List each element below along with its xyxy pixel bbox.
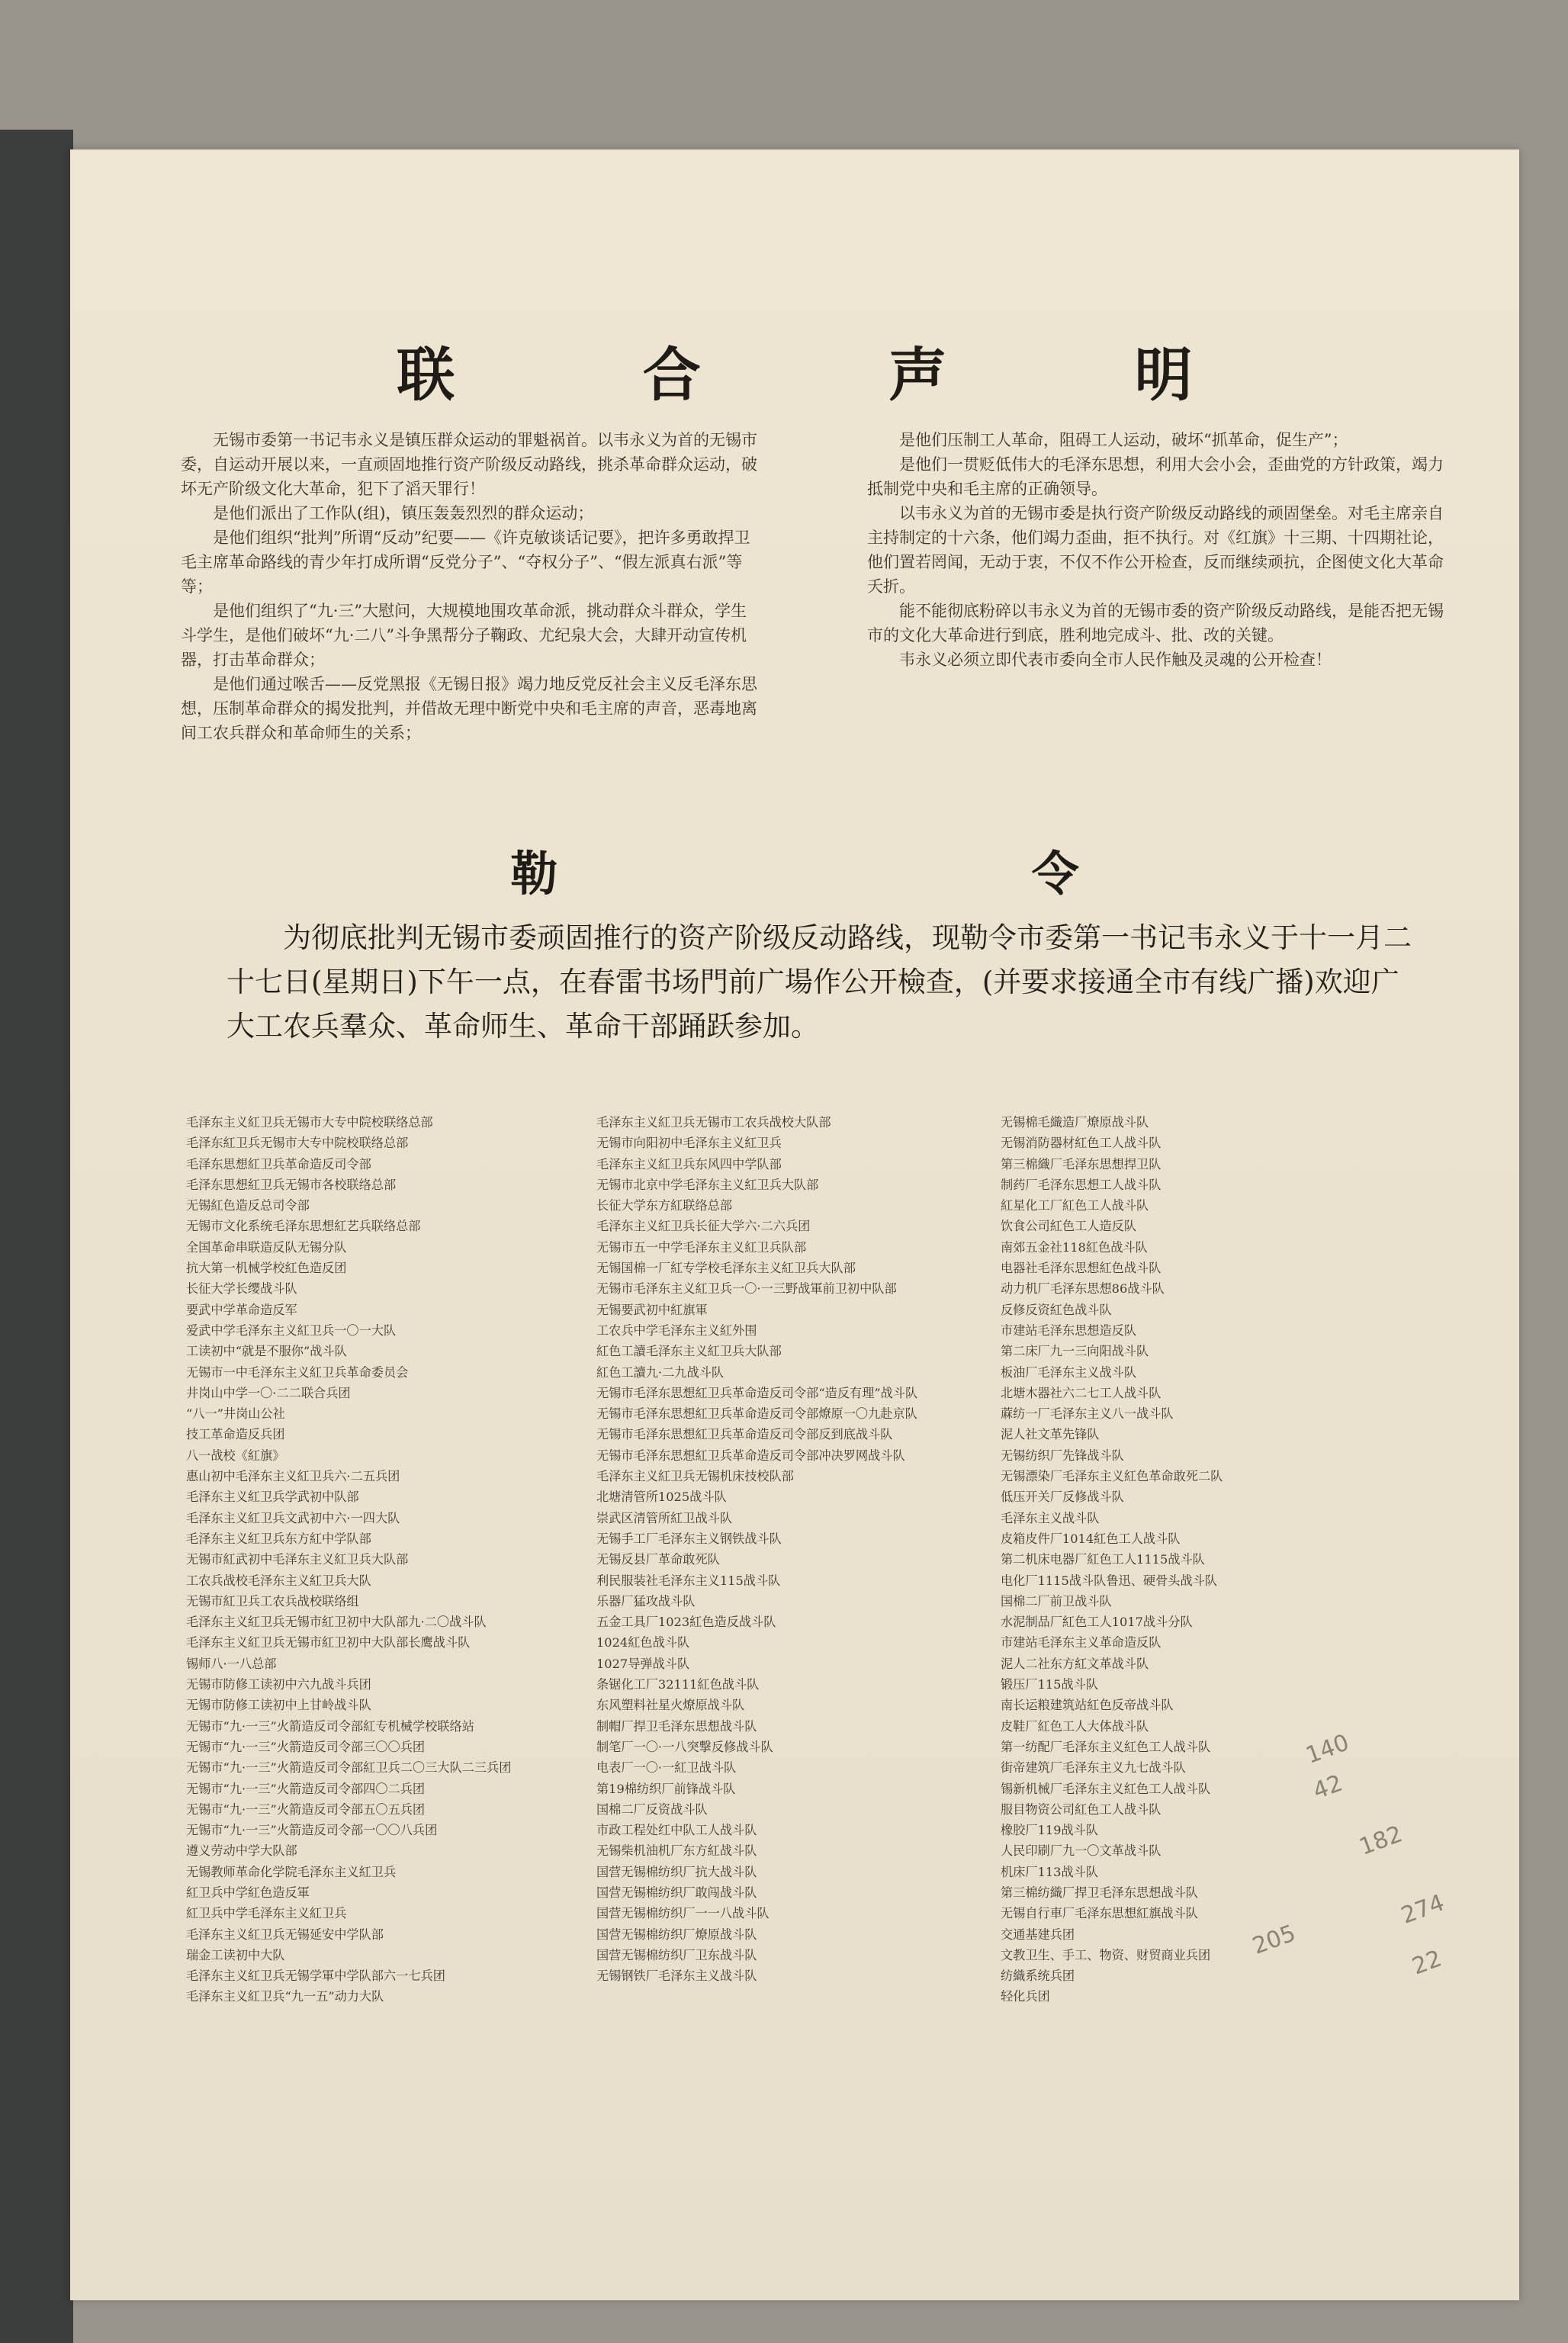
signatory-org: 毛泽东主义紅卫兵无锡延安中学队部	[186, 1927, 384, 1942]
dark-background-strip	[0, 130, 73, 2343]
signatory-org: 无锡消防器材紅色工人战斗队	[1001, 1136, 1162, 1151]
statement-paragraph: 无锡市委第一书记韦永义是镇压群众运动的罪魁祸首。以韦永义为首的无锡市委，自运动开展以来，一直顽固地推行资产阶级反动路线，挑杀革命群众运动，破坏无产阶级文化大革命，犯下了滔天罪行！	[181, 431, 757, 498]
signatory-org: 无锡要武初中紅旗軍	[596, 1302, 708, 1317]
statement-right-column	[867, 428, 1447, 672]
statement-paragraph: 韦永义必须立即代表市委向全市人民作触及灵魂的公开检查！	[899, 651, 1332, 669]
signatory-org: 第19棉纺织厂前锋战斗队	[596, 1781, 736, 1796]
signatory-org: 无锡市毛泽东主义紅卫兵一〇·一三野战軍前卫初中队部	[596, 1281, 897, 1297]
signatory-org: 板油厂毛泽东主义战斗队	[1001, 1364, 1137, 1380]
signatory-org: 服目物资公司紅色工人战斗队	[1001, 1801, 1162, 1817]
signatory-org: 无锡市紅卫兵工农兵战校联络组	[186, 1593, 359, 1609]
signatory-org: 毛泽东主义紅卫兵文武初中六·一四大队	[186, 1510, 400, 1525]
signatory-org: 毛泽东主义紅卫兵无锡市大专中院校联络总部	[186, 1115, 433, 1130]
signatory-org: 机床厂113战斗队	[1001, 1864, 1099, 1879]
signatory-org: 五金工具厂1023紅色造反战斗队	[596, 1615, 776, 1630]
signatory-org: 毛泽东主义紅卫兵无锡市工农兵战校大队部	[596, 1115, 831, 1130]
signatory-org: 毛泽东紅卫兵无锡市大专中院校联络总部	[186, 1136, 409, 1151]
signatory-org: 无锡市“九·一三”火箭造反司令部一〇〇八兵团	[186, 1823, 438, 1838]
signatory-org: 无锡市毛泽东思想紅卫兵革命造反司令部冲决罗网战斗队	[596, 1448, 905, 1463]
signatory-org: 轻化兵团	[1001, 1989, 1050, 2004]
pencil-note: 22	[1409, 1945, 1446, 1981]
signatory-org: 制笔厂一〇·一八突撃反修战斗队	[596, 1739, 773, 1754]
order-title: 勒 令	[510, 846, 1308, 902]
signatory-org: 无锡市“九·一三”火箭造反司令部四〇二兵团	[186, 1781, 426, 1796]
signatory-org: 无锡柴机油机厂东方紅战斗队	[596, 1843, 757, 1859]
signatory-org: 毛泽东主义紅卫兵学武初中队部	[186, 1490, 359, 1505]
page-title: 联 合 声 明	[397, 341, 1277, 409]
signatory-org: 低压开关厂反修战斗队	[1001, 1490, 1124, 1505]
statement-paragraph: 是他们组织了“九·三”大慰问，大规模地围攻革命派，挑动群众斗群众，学生斗学生，是他们破坏“九·二八”斗争黑帮分子鞠政、尤纪泉大会，大肆开动宣传机器，打击革命群众；	[181, 602, 747, 669]
signatory-org: 工农兵战校毛泽东主义紅卫兵大队	[186, 1573, 371, 1588]
signatory-org: 惠山初中毛泽东主义紅卫兵六·二五兵团	[186, 1469, 400, 1484]
signatory-org: 无锡手工厂毛泽东主义钢铁战斗队	[596, 1531, 782, 1546]
signatory-org: 条锯化工厂32111紅色战斗队	[596, 1677, 760, 1692]
signatory-org: 无锡市北京中学毛泽东主义紅卫兵大队部	[596, 1177, 819, 1192]
signatory-org: 市建站毛泽东思想造反队	[1001, 1323, 1137, 1338]
signatory-org: 无锡反县厂革命敢死队	[596, 1552, 720, 1567]
signatories-column-1	[186, 1112, 545, 2007]
signatory-org: 毛泽东主义紅卫兵无锡市紅卫初中大队部长鹰战斗队	[186, 1635, 471, 1650]
signatory-org: 技工革命造反兵团	[186, 1427, 285, 1442]
signatory-org: 纺織系统兵团	[1001, 1969, 1075, 1984]
signatory-org: 北塘清管所1025战斗队	[596, 1490, 727, 1505]
signatories-column-3	[1001, 1112, 1359, 2007]
signatory-org: 紅卫兵中学紅色造反軍	[186, 1885, 310, 1900]
statement-left-column	[181, 428, 760, 745]
signatory-org: 1027导弹战斗队	[596, 1656, 690, 1671]
signatory-org: 国棉二厂反资战斗队	[596, 1801, 708, 1817]
signatory-org: 1024紅色战斗队	[596, 1635, 690, 1650]
signatory-org: 泥人二社东方紅文革战斗队	[1001, 1656, 1149, 1671]
signatory-org: 毛泽东主义紅卫兵长征大学六·二六兵团	[596, 1219, 811, 1234]
signatory-org: 毛泽东主义紅卫兵无锡机床技校队部	[596, 1469, 794, 1484]
pencil-note: 205	[1248, 1920, 1300, 1960]
signatory-org: 锻压厂115战斗队	[1001, 1677, 1099, 1692]
signatory-org: 市政工程处红中队工人战斗队	[596, 1823, 757, 1838]
signatory-org: 无锡市“九·一三”火箭造反司令部五〇五兵团	[186, 1801, 426, 1817]
signatory-org: 无锡棉毛織造厂燎原战斗队	[1001, 1115, 1149, 1130]
signatory-org: 泥人社文革先锋队	[1001, 1427, 1100, 1442]
signatory-org: 井岗山中学一〇·二二联合兵团	[186, 1385, 351, 1400]
signatory-org: 紅卫兵中学毛泽东主义紅卫兵	[186, 1906, 347, 1921]
signatory-org: 街帝建筑厂毛泽东主义九七战斗队	[1001, 1760, 1186, 1776]
signatory-org: 无锡自行車厂毛泽东思想紅旗战斗队	[1001, 1906, 1198, 1921]
order-text: 为彻底批判无锡市委顽固推行的资产阶级反动路线，现勒令市委第一书记韦永义于十一月二十七日(星期日)下午一点，在春雷书场門前广場作公开檢查，(并要求接通全市有线广播)欢迎广大工农兵羣众、革命师生、革命干部踊跃参加。	[227, 921, 1412, 1043]
pencil-note: 274	[1397, 1889, 1448, 1930]
signatory-org: 无锡市毛泽东思想紅卫兵革命造反司令部“造反有理”战斗队	[596, 1385, 918, 1400]
signatory-org: 无锡市“九·一三”火箭造反司令部紅卫兵二〇三大队二三兵团	[186, 1760, 512, 1776]
order-body	[227, 916, 1416, 1049]
signatory-org: 橡胶厂119战斗队	[1001, 1823, 1099, 1838]
signatory-org: 人民印刷厂九一〇文革战斗队	[1001, 1843, 1162, 1859]
signatory-org: 第一纺配厂毛泽东主义紅色工人战斗队	[1001, 1739, 1211, 1754]
signatory-org: 蔴纺一厂毛泽东主义八一战斗队	[1001, 1406, 1174, 1422]
signatory-org: 八一战校《紅旗》	[186, 1448, 285, 1463]
signatory-org: 电表厂一〇·一紅卫战斗队	[596, 1760, 737, 1776]
signatory-org: 无锡市“九·一三”火箭造反司令部三〇〇兵团	[186, 1739, 426, 1754]
signatory-org: 毛泽东思想紅卫兵革命造反司令部	[186, 1156, 371, 1172]
signatory-org: 无锡市紅武初中毛泽东主义紅卫兵大队部	[186, 1552, 409, 1567]
signatory-org: 全国革命串联造反队无锡分队	[186, 1239, 347, 1255]
signatory-org: 无锡市向阳初中毛泽东主义紅卫兵	[596, 1136, 782, 1151]
signatory-org: 紅色工讀毛泽东主义紅卫兵大队部	[596, 1344, 782, 1359]
signatory-org: 国营无锡棉纺织厂燎原战斗队	[596, 1927, 757, 1942]
signatory-org: 皮箱皮件厂1014紅色工人战斗队	[1001, 1531, 1181, 1546]
signatories-column-2	[596, 1112, 955, 1986]
statement-paragraph: 是他们通过喉舌——反党黑报《无锡日报》竭力地反党反社会主义反毛泽东思想，压制革命群众的揭发批判，并借故无理中断党中央和毛主席的声音，恶毒地离间工农兵群众和革命师生的关系；	[181, 675, 757, 742]
statement-paragraph: 是他们派出了工作队(组)，镇压轰轰烈烈的群众运动；	[213, 504, 594, 522]
signatory-org: 国营无锡棉纺织厂抗大战斗队	[596, 1864, 757, 1879]
signatory-org: 无锡市防修工读初中上甘岭战斗队	[186, 1698, 371, 1713]
pencil-note: 42	[1309, 1769, 1347, 1805]
signatory-org: 毛泽东思想紅卫兵无锡市各校联络总部	[186, 1177, 397, 1192]
signatory-org: 要武中学革命造反军	[186, 1302, 297, 1317]
signatory-org: 遵义劳动中学大队部	[186, 1843, 297, 1859]
signatory-org: 毛泽东主义战斗队	[1001, 1510, 1100, 1525]
signatory-org: 毛泽东主义紅卫兵无锡学軍中学队部六一七兵团	[186, 1969, 445, 1984]
signatory-org: 第三棉纺織厂捍卫毛泽东思想战斗队	[1001, 1885, 1198, 1900]
signatory-org: 锡新机械厂毛泽东主义紅色工人战斗队	[1001, 1781, 1211, 1796]
signatory-org: 无锡教师革命化学院毛泽东主义紅卫兵	[186, 1864, 397, 1879]
signatory-org: 东风塑料社星火燎原战斗队	[596, 1698, 745, 1713]
signatory-org: 无锡纺织厂先锋战斗队	[1001, 1448, 1124, 1463]
signatory-org: 毛泽东主义紅卫兵“九一五”动力大队	[186, 1989, 384, 2004]
signatory-org: 长征大学东方紅联络总部	[596, 1198, 733, 1213]
pencil-note: 140	[1302, 1729, 1353, 1769]
signatory-org: 乐器厂猛攻战斗队	[596, 1593, 696, 1609]
signatory-org: 无锡漂染厂毛泽东主义紅色革命敢死二队	[1001, 1469, 1223, 1484]
signatory-org: 长征大学长缨战斗队	[186, 1281, 297, 1297]
poster-sheet	[70, 149, 1519, 2300]
signatory-org: 国营无锡棉纺织厂卫东战斗队	[596, 1947, 757, 1962]
signatory-org: 水泥制品厂紅色工人1017战斗分队	[1001, 1615, 1193, 1630]
signatory-org: 利民服装社毛泽东主义115战斗队	[596, 1573, 781, 1588]
signatory-org: 无锡市防修工读初中六九战斗兵团	[186, 1677, 371, 1692]
signatory-org: 市建站毛泽东主义革命造反队	[1001, 1635, 1162, 1650]
signatory-org: 无锡市毛泽东思想紅卫兵革命造反司令部反到底战斗队	[596, 1427, 893, 1442]
signatory-org: 毛泽东主义紅卫兵东方紅中学队部	[186, 1531, 371, 1546]
signatory-org: 无锡市文化系统毛泽东思想紅艺兵联络总部	[186, 1219, 421, 1234]
signatory-org: 锡师八·一八总部	[186, 1656, 277, 1671]
signatory-org: 毛泽东主义紅卫兵无锡市紅卫初中大队部九·二〇战斗队	[186, 1615, 487, 1630]
signatory-org: 制药厂毛泽东思想工人战斗队	[1001, 1177, 1162, 1192]
signatory-org: 第二床厂九一三向阳战斗队	[1001, 1344, 1149, 1359]
signatory-org: 无锡紅色造反总司令部	[186, 1198, 310, 1213]
signatory-org: 无锡钢铁厂毛泽东主义战斗队	[596, 1969, 757, 1984]
statement-paragraph: 是他们组织“批判”所谓“反动”纪要——《许克敏谈话记要》，把许多勇敢捍卫毛主席革命路线的青少年打成所谓“反党分子”、“夺权分子”、“假左派真右派”等等；	[181, 529, 750, 596]
pencil-note: 182	[1355, 1821, 1406, 1861]
signatory-org: 工农兵中学毛泽东主义紅外围	[596, 1323, 757, 1338]
signatory-org: 无锡市五一中学毛泽东主义紅卫兵队部	[596, 1239, 807, 1255]
signatory-org: 爱武中学毛泽东主义紅卫兵一〇一大队	[186, 1323, 397, 1338]
statement-paragraph: 是他们一贯贬低伟大的毛泽东思想，利用大会小会，歪曲党的方针政策，竭力抵制党中央和毛主席的正确领导。	[867, 455, 1444, 498]
signatory-org: 南郊五金社118紅色战斗队	[1001, 1239, 1148, 1255]
signatory-org: 北塘木器社六二七工人战斗队	[1001, 1385, 1162, 1400]
signatory-org: 国棉二厂前卫战斗队	[1001, 1593, 1112, 1609]
statement-paragraph: 能不能彻底粉碎以韦永义为首的无锡市委的资产阶级反动路线，是能否把无锡市的文化大革命进行到底，胜利地完成斗、批、改的关键。	[867, 602, 1444, 644]
signatory-org: 瑞金工读初中大队	[186, 1947, 285, 1962]
signatory-org: 紅星化工厂紅色工人战斗队	[1001, 1198, 1149, 1213]
signatory-org: 动力机厂毛泽东思想86战斗队	[1001, 1281, 1165, 1297]
signatory-org: 反修反资紅色战斗队	[1001, 1302, 1112, 1317]
signatory-org: 第三棉織厂毛泽东思想捍卫队	[1001, 1156, 1162, 1172]
signatory-org: 崇武区清管所紅卫战斗队	[596, 1510, 733, 1525]
signatory-org: 制帽厂捍卫毛泽东思想战斗队	[596, 1718, 757, 1734]
signatory-org: 国营无锡棉纺织厂敢闯战斗队	[596, 1885, 757, 1900]
signatory-org: 文教卫生、手工、物资、财贸商业兵团	[1001, 1947, 1211, 1962]
signatory-org: 电化厂1115战斗队鲁迅、硬骨头战斗队	[1001, 1573, 1218, 1588]
signatory-org: 无锡市“九·一三”火箭造反司令部紅专机械学校联络站	[186, 1718, 474, 1734]
statement-paragraph: 是他们压制工人革命，阻碍工人运动，破坏“抓革命，促生产”；	[899, 431, 1348, 449]
signatory-org: 国营无锡棉纺织厂一一八战斗队	[596, 1906, 770, 1921]
signatory-org: 无锡市毛泽东思想紅卫兵革命造反司令部燎原一〇九赴京队	[596, 1406, 917, 1422]
signatory-org: 第二机床电器厂紅色工人1115战斗队	[1001, 1552, 1205, 1567]
signatory-org: 毛泽东主义紅卫兵东风四中学队部	[596, 1156, 782, 1172]
statement-paragraph: 以韦永义为首的无锡市委是执行资产阶级反动路线的顽固堡垒。对毛主席亲自主持制定的十六条，他们竭力歪曲，拒不执行。对《红旗》十三期、十四期社论，他们置若罔闻，无动于衷，不仅不作公开检查，反而继续顽抗，企图使文化大革命夭折。	[867, 504, 1444, 596]
signatory-org: 南长运粮建筑站紅色反帝战斗队	[1001, 1698, 1174, 1713]
signatory-org: “八一”井岗山公社	[186, 1406, 285, 1422]
signatory-org: 紅色工讀九·二九战斗队	[596, 1364, 725, 1380]
signatory-org: 电器社毛泽东思想紅色战斗队	[1001, 1261, 1162, 1276]
signatory-org: 皮鞋厂紅色工人大体战斗队	[1001, 1718, 1149, 1734]
signatory-org: 工读初中“就是不服你”战斗队	[186, 1344, 347, 1359]
signatory-org: 无锡国棉一厂紅专学校毛泽东主义紅卫兵大队部	[596, 1261, 856, 1276]
signatory-org: 饮食公司紅色工人造反队	[1001, 1219, 1137, 1234]
signatory-org: 交通基建兵团	[1001, 1927, 1075, 1942]
signatory-org: 抗大第一机械学校紅色造反团	[186, 1261, 347, 1276]
signatory-org: 无锡市一中毛泽东主义紅卫兵革命委员会	[186, 1364, 409, 1380]
